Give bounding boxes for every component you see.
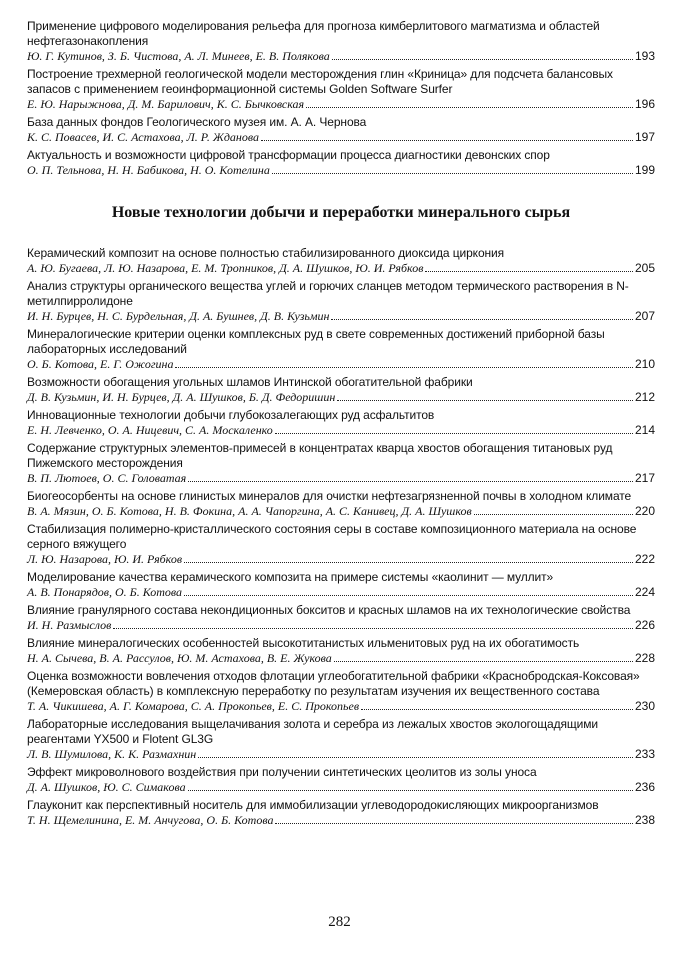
dot-leader <box>425 270 633 272</box>
entry-authors: О. Б. Котова, Е. Г. Ожогина <box>27 357 174 371</box>
entry-authors-line <box>27 49 655 64</box>
entry-authors: А. Ю. Бугаева, Л. Ю. Назарова, Е. М. Тропников, Д. А. Шушков, Ю. И. Рябков <box>27 261 424 275</box>
toc-entry <box>27 441 655 486</box>
dot-leader <box>175 366 633 368</box>
entry-page-number: 197 <box>634 130 655 144</box>
dot-leader <box>306 106 633 108</box>
entry-title: Биогеосорбенты на основе глинистых минералов для очистки нефтезагрязненной почвы в холодном климате <box>27 489 632 503</box>
toc-entry <box>27 603 655 633</box>
entry-title: Влияние минералогических особенностей высокотитанистых ильменитовых руд на их обогатимость <box>27 636 580 650</box>
entry-authors-line <box>27 471 655 486</box>
toc-entry <box>27 148 655 178</box>
entry-authors: Т. А. Чикишева, А. Г. Комарова, С. А. Прокопьев, Е. С. Прокопьев <box>27 699 360 713</box>
entry-authors-line <box>27 585 655 600</box>
toc-entry <box>27 408 655 438</box>
entry-authors-line <box>27 390 655 405</box>
page-number: 282 <box>328 914 351 930</box>
entry-title: Лабораторные исследования выщелачивания золота и серебра из лежалых хвостов экологощадящими реагентами YX500 и Flotent GL3G <box>27 717 599 746</box>
entry-page-number: 214 <box>634 423 655 437</box>
entry-page-number: 222 <box>634 552 655 566</box>
entry-authors-line <box>27 813 655 828</box>
entry-page-number: 238 <box>634 813 655 827</box>
entry-title: Моделирование качества керамического композита на примере системы «каолинит — муллит» <box>27 570 554 584</box>
entry-title: Применение цифрового моделирования рельефа для прогноза кимберлитового магматизма и областей нефтегазонакопления <box>27 19 600 48</box>
toc-entry <box>27 19 655 64</box>
entry-authors-line <box>27 651 655 666</box>
entry-title: Актуальность и возможности цифровой трансформации процесса диагностики девонских спор <box>27 148 550 162</box>
entry-authors: Д. А. Шушков, Ю. С. Симакова <box>27 780 186 794</box>
toc-entry <box>27 67 655 112</box>
dot-leader <box>188 789 633 791</box>
dot-leader <box>188 480 633 482</box>
entry-page-number: 217 <box>634 471 655 485</box>
entry-page-number: 230 <box>634 699 655 713</box>
entry-authors-line <box>27 618 655 633</box>
toc-entry <box>27 522 655 567</box>
dot-leader <box>184 594 633 596</box>
entry-authors-line <box>27 423 655 438</box>
entry-authors-line <box>27 130 655 145</box>
entry-page-number: 236 <box>634 780 655 794</box>
entry-authors: И. Н. Размыслов <box>27 618 112 632</box>
dot-leader <box>332 58 633 60</box>
toc-entry <box>27 636 655 666</box>
entry-authors-line <box>27 504 655 519</box>
entry-authors-line <box>27 780 655 795</box>
toc-entry <box>27 570 655 600</box>
dot-leader <box>184 561 633 563</box>
entry-title: Построение трехмерной геологической модели месторождения глин «Криница» для подсчета балансовых запасов с применением геоинформационной системы Golden Software Surfer <box>27 67 613 96</box>
toc-entry <box>27 279 655 324</box>
entry-authors-line <box>27 163 655 178</box>
entry-page-number: 207 <box>634 309 655 323</box>
entry-authors: К. С. Повасев, И. С. Астахова, Л. Р. Жданова <box>27 130 259 144</box>
entry-authors: В. П. Лютоев, О. С. Головатая <box>27 471 187 485</box>
entry-page-number: 224 <box>634 585 655 599</box>
entry-title: Анализ структуры органического вещества углей и горючих сланцев методом термического растворения в N-метилпирролидоне <box>27 279 629 308</box>
dot-leader <box>113 627 633 629</box>
dot-leader <box>474 513 633 515</box>
entry-title: Эффект микроволнового воздействия при получении синтетических цеолитов из золы уноса <box>27 765 537 779</box>
dot-leader <box>275 432 633 434</box>
section-heading: Новые технологии добычи и переработки минерального сырья <box>111 204 571 221</box>
entry-title: База данных фондов Геологического музея им. А. А. Чернова <box>27 115 367 129</box>
toc-list-top <box>27 19 655 178</box>
dot-leader <box>261 139 633 141</box>
entry-title: Инновационные технологии добычи глубокозалегающих руд асфальтитов <box>27 408 435 422</box>
entry-title: Возможности обогащения угольных шламов Интинской обогатительной фабрики <box>27 375 473 389</box>
entry-page-number: 220 <box>634 504 655 518</box>
dot-leader <box>361 708 633 710</box>
entry-authors-line <box>27 261 655 276</box>
entry-page-number: 212 <box>634 390 655 404</box>
entry-authors: О. П. Тельнова, Н. Н. Бабикова, Н. О. Котелина <box>27 163 270 177</box>
entry-authors: Ю. Г. Кутинов, З. Б. Чистова, А. Л. Минеев, Е. В. Полякова <box>27 49 330 63</box>
entry-title: Керамический композит на основе полностью стабилизированного диоксида циркония <box>27 246 505 260</box>
entry-page-number: 199 <box>634 163 655 177</box>
toc-entry <box>27 717 655 762</box>
dot-leader <box>198 756 633 758</box>
dot-leader <box>272 172 633 174</box>
dot-leader <box>331 318 633 320</box>
entry-page-number: 228 <box>634 651 655 665</box>
toc-entry <box>27 375 655 405</box>
entry-authors-line <box>27 552 655 567</box>
entry-authors: И. Н. Бурцев, Н. С. Бурдельная, Д. А. Бушнев, Д. В. Кузьмин <box>27 309 330 323</box>
entry-authors: Л. В. Шумилова, К. К. Размахнин <box>27 747 197 761</box>
entry-page-number: 196 <box>634 97 655 111</box>
entry-authors-line <box>27 699 655 714</box>
table-of-contents <box>27 19 655 831</box>
entry-authors: В. А. Мязин, О. Б. Котова, Н. В. Фокина, А. А. Чапоргина, А. С. Канивец, Д. А. Шушков <box>27 504 472 518</box>
toc-entry <box>27 246 655 276</box>
dot-leader <box>275 822 633 824</box>
toc-entry <box>27 798 655 828</box>
entry-title: Глауконит как перспективный носитель для иммобилизации углеводородокисляющих микроорганизмов <box>27 798 599 812</box>
entry-authors: Е. Ю. Нарыжнова, Д. М. Барилович, К. С. Бычковская <box>27 97 305 111</box>
entry-page-number: 205 <box>634 261 655 275</box>
toc-entry <box>27 489 655 519</box>
entry-page-number: 210 <box>634 357 655 371</box>
entry-authors: Е. Н. Левченко, О. А. Ницевич, С. А. Москаленко <box>27 423 273 437</box>
entry-authors-line <box>27 97 655 112</box>
entry-title: Влияние гранулярного состава некондиционных бокситов и красных шламов на их технологические свойства <box>27 603 631 617</box>
entry-authors-line <box>27 747 655 762</box>
entry-authors: Д. В. Кузьмин, И. Н. Бурцев, Д. А. Шушков, Б. Д. Федоришин <box>27 390 336 404</box>
toc-entry <box>27 327 655 372</box>
entry-page-number: 233 <box>634 747 655 761</box>
entry-authors-line <box>27 309 655 324</box>
entry-page-number: 226 <box>634 618 655 632</box>
toc-entry <box>27 115 655 145</box>
entry-authors-line <box>27 357 655 372</box>
toc-list-section <box>27 246 655 828</box>
entry-authors: Н. А. Сычева, В. А. Рассулов, Ю. М. Астахова, В. Е. Жукова <box>27 651 332 665</box>
toc-entry <box>27 669 655 714</box>
entry-title: Стабилизация полимерно-кристаллического состояния серы в составе композиционного материала на основе серного вяжущего <box>27 522 637 551</box>
entry-title: Содержание структурных элементов-примесей в концентратах кварца хвостов обогащения титановых руд Пижемского месторождения <box>27 441 613 470</box>
entry-title: Оценка возможности вовлечения отходов флотации углеобогатительной фабрики «Краснобродская-Коксовая» (Кемеровская область) в комплексную переработку по результатам изучения их вещественного состава <box>27 669 640 698</box>
entry-authors: А. В. Понарядов, О. Б. Котова <box>27 585 183 599</box>
toc-entry <box>27 765 655 795</box>
dot-leader <box>334 660 633 662</box>
entry-title: Минералогические критерии оценки комплексных руд в свете современных достижений приборной базы лабораторных исследований <box>27 327 605 356</box>
entry-authors: Т. Н. Щемелинина, Е. М. Анчугова, О. Б. Котова <box>27 813 274 827</box>
dot-leader <box>337 399 633 401</box>
entry-authors: Л. Ю. Назарова, Ю. И. Рябков <box>27 552 183 566</box>
entry-page-number: 193 <box>634 49 655 63</box>
